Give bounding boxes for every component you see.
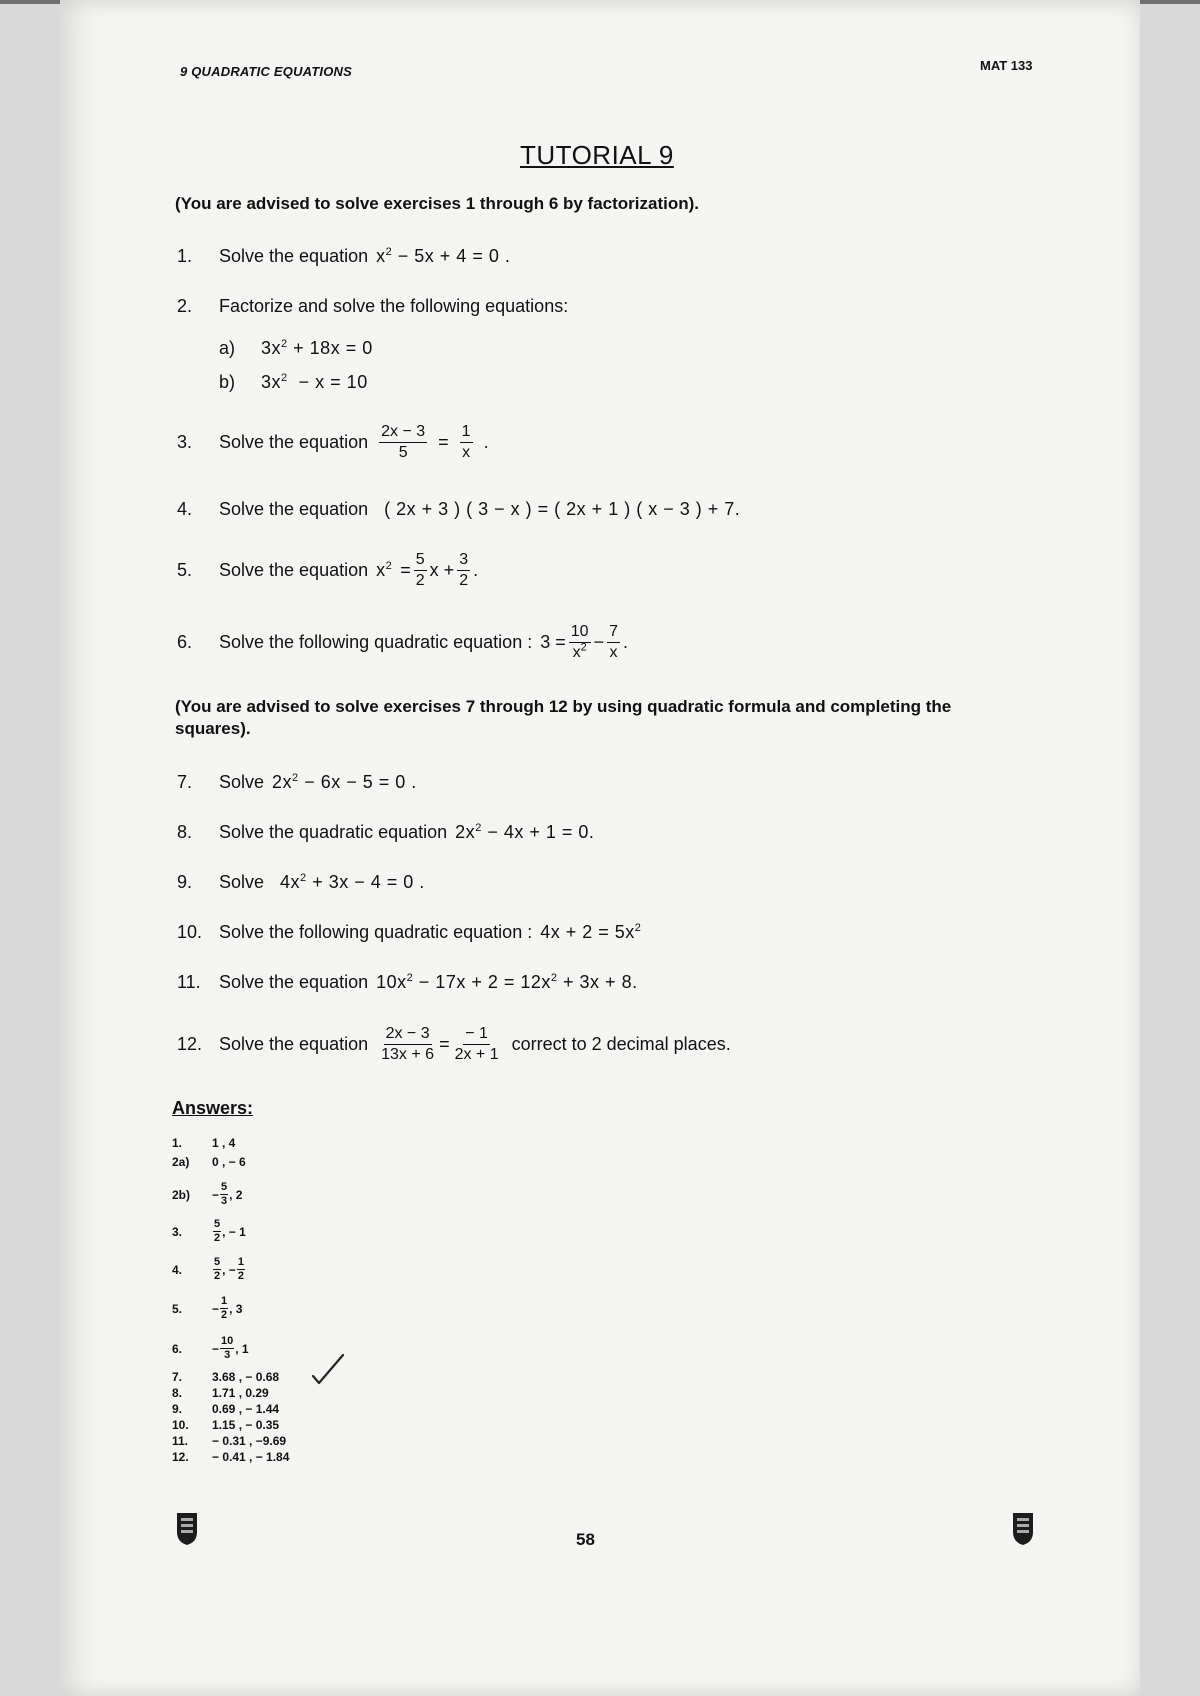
question-6 bbox=[177, 624, 628, 661]
question-9 bbox=[177, 872, 425, 893]
question-3 bbox=[177, 424, 489, 461]
question-text: Solve the quadratic equation bbox=[219, 822, 448, 842]
answer-1: 1. 1 , 4 bbox=[172, 1136, 236, 1150]
answer-9: 9. 0.69 , − 1.44 bbox=[172, 1402, 280, 1416]
question-text: Solve the equation bbox=[219, 1034, 369, 1054]
instruction-quadratic-formula: (You are advised to solve exercises 7 through 12 by using quadratic formula and completing the squares). bbox=[175, 697, 952, 738]
equation: $4x^2 + 3x - 4 = 0$ . bbox=[280, 872, 425, 892]
question-8 bbox=[177, 822, 594, 843]
page-title: TUTORIAL 9 bbox=[520, 140, 674, 170]
question-text: Factorize and solve the following equations: bbox=[219, 296, 569, 316]
page-number: 58 bbox=[576, 1530, 595, 1549]
question-text: Solve the equation bbox=[219, 246, 369, 266]
sub-label: a) bbox=[219, 338, 236, 358]
question-text: Solve the equation bbox=[219, 432, 369, 452]
fraction: $\frac{10}{x^2}$ bbox=[570, 623, 589, 661]
university-crest-icon bbox=[1012, 1512, 1034, 1546]
instruction-factorization: (You are advised to solve exercises 1 through 6 by factorization). bbox=[175, 194, 700, 213]
question-text: Solve the equation bbox=[219, 560, 369, 580]
equation: $3x^2 - x = 10$ bbox=[261, 372, 368, 392]
answer-6: 6. − $\frac{10}{3}$ , 1 bbox=[172, 1335, 249, 1361]
fraction: $\frac{2x - 3}{5}$ bbox=[381, 423, 426, 461]
question-number: 10. bbox=[177, 922, 203, 942]
answer-10: 10. 1.15 , − 0.35 bbox=[172, 1418, 280, 1432]
equation: $2x^2 - 6x - 5 = 0$ . bbox=[272, 772, 417, 792]
question-2a bbox=[219, 338, 373, 359]
course-code: MAT 133 bbox=[980, 58, 1033, 73]
answer-2b: 2b) − $\frac{5}{3}$ , 2 bbox=[172, 1181, 243, 1207]
question-5 bbox=[177, 552, 478, 589]
period: . bbox=[622, 632, 628, 652]
fraction: $\frac{3}{2}$ bbox=[459, 551, 469, 589]
question-10 bbox=[177, 922, 641, 943]
sub-label: b) bbox=[219, 372, 236, 392]
equation: $x^2 - 5x + 4 = 0$ . bbox=[376, 246, 511, 266]
answer-11: 11. − 0.31 , −9.69 bbox=[172, 1434, 287, 1448]
equation: $10x^2 - 17x + 2 = 12x^2 + 3x + 8$. bbox=[376, 972, 638, 992]
question-number: 4. bbox=[177, 499, 193, 519]
question-4 bbox=[177, 499, 740, 520]
answer-3: 3. $\frac{5}{2}$ , − 1 bbox=[172, 1218, 246, 1244]
equation-lhs: $x^2$ bbox=[376, 560, 393, 580]
question-tail: correct to 2 decimal places. bbox=[511, 1034, 731, 1054]
handwritten-check-icon bbox=[310, 1352, 346, 1388]
question-number: 1. bbox=[177, 246, 193, 266]
answer-8: 8. 1.71 , 0.29 bbox=[172, 1386, 269, 1400]
question-text: Solve bbox=[219, 772, 265, 792]
question-number: 6. bbox=[177, 632, 193, 652]
equation: $3x^2 + 18x = 0$ bbox=[261, 338, 373, 358]
fraction: $\frac{1}{x}$ bbox=[461, 423, 471, 461]
answer-5: 5. − $\frac{1}{2}$ , 3 bbox=[172, 1295, 243, 1321]
question-number: 2. bbox=[177, 296, 193, 316]
question-1 bbox=[177, 246, 510, 267]
equals-sign: = bbox=[438, 432, 449, 452]
equation: ( 2x + 3 ) ( 3 − x ) = ( 2x + 1 ) ( x − 3 ) + 7. bbox=[384, 499, 741, 519]
question-7 bbox=[177, 772, 417, 793]
question-text: Solve bbox=[219, 872, 265, 892]
university-crest-icon bbox=[176, 1512, 198, 1546]
answer-2a: 2a) 0 , − 6 bbox=[172, 1155, 246, 1169]
fraction: $\frac{- 1}{2x + 1}$ bbox=[454, 1025, 499, 1063]
question-number: 3. bbox=[177, 432, 193, 452]
question-text: Solve the equation bbox=[219, 972, 369, 992]
question-number: 11. bbox=[177, 972, 201, 992]
question-number: 5. bbox=[177, 560, 193, 580]
question-text: Solve the following quadratic equation : bbox=[219, 922, 533, 942]
question-number: 8. bbox=[177, 822, 193, 842]
answer-12: 12. − 0.41 , − 1.84 bbox=[172, 1450, 290, 1464]
minus-sign: − bbox=[593, 632, 605, 652]
fraction: $\frac{7}{x}$ bbox=[609, 623, 618, 661]
answers-title: Answers: bbox=[172, 1098, 254, 1118]
question-2 bbox=[177, 296, 568, 317]
chapter-header: 9 QUADRATIC EQUATIONS bbox=[180, 64, 353, 79]
equation-middle: x + bbox=[429, 560, 455, 580]
equals-sign: = bbox=[439, 1034, 450, 1054]
fraction: $\frac{5}{2}$ bbox=[415, 551, 425, 589]
period: . bbox=[473, 560, 479, 580]
equals-sign: = bbox=[400, 560, 411, 580]
question-11 bbox=[177, 972, 638, 993]
question-number: 7. bbox=[177, 772, 193, 792]
answer-7: 7. 3.68 , − 0.68 bbox=[172, 1370, 280, 1384]
period: . bbox=[483, 432, 489, 452]
answer-4: 4. $\frac{5}{2}$ , − $\frac{1}{2}$ bbox=[172, 1256, 244, 1282]
fraction: $\frac{2x - 3}{13x + 6}$ bbox=[381, 1025, 435, 1063]
question-text: Solve the equation bbox=[219, 499, 369, 519]
question-number: 12. bbox=[177, 1034, 203, 1054]
question-text: Solve the following quadratic equation : bbox=[219, 632, 533, 652]
question-12 bbox=[177, 1026, 731, 1063]
equation-lhs: 3 = bbox=[540, 632, 566, 652]
equation: $4x + 2 = 5x^2$ bbox=[540, 922, 642, 942]
question-number: 9. bbox=[177, 872, 193, 892]
question-2b bbox=[219, 372, 368, 393]
equation: $2x^2 - 4x + 1 = 0$. bbox=[455, 822, 595, 842]
